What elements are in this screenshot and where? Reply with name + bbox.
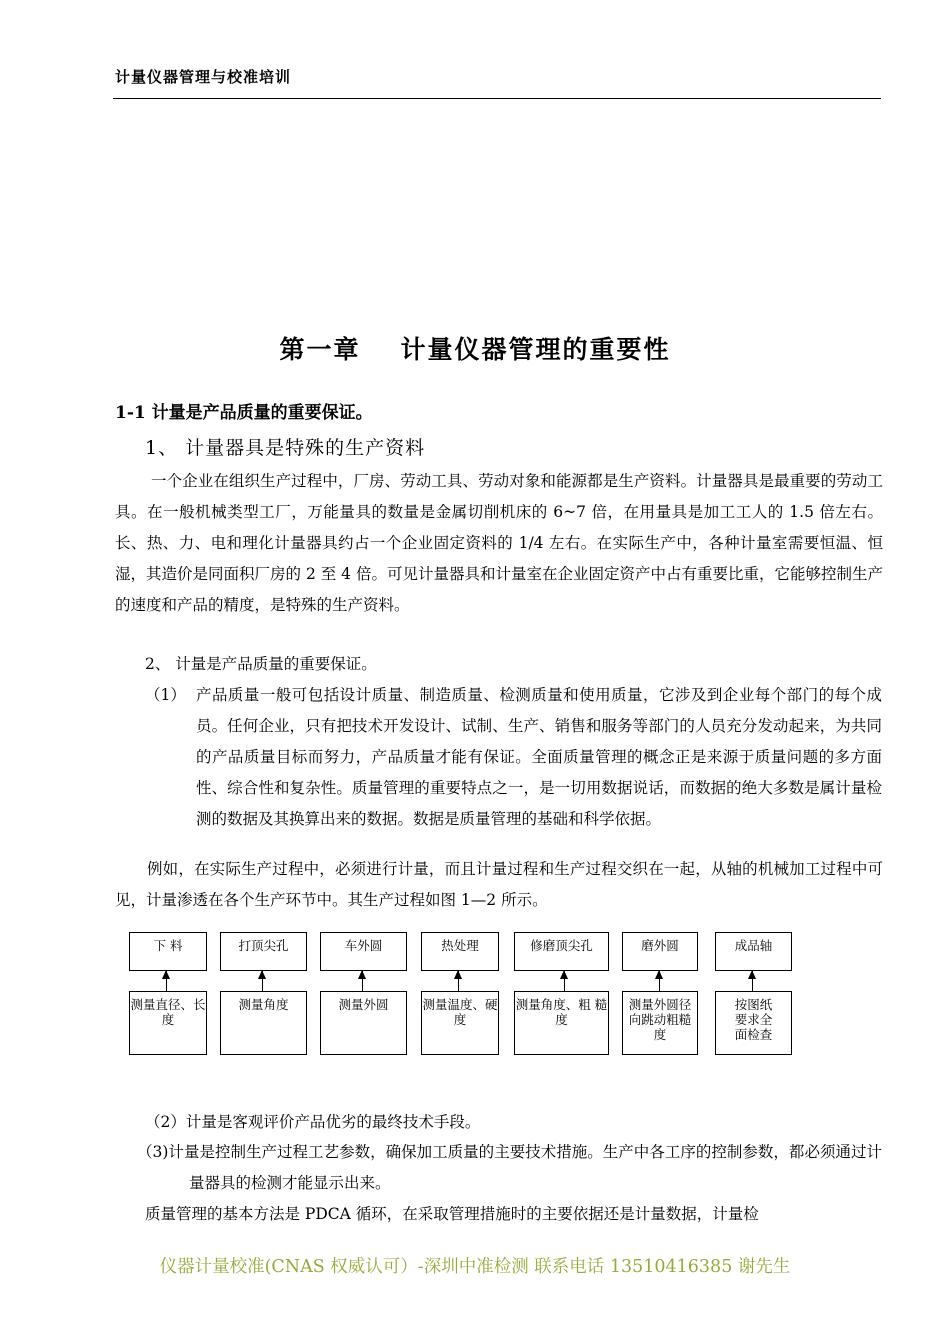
flow-process-box: 打顶尖孔 [220, 932, 307, 971]
flow-measure-box: 按图纸要求全面检查 [715, 991, 792, 1055]
flow-measure-box: 测量温度、硬 度 [421, 991, 499, 1055]
flow-process-box: 成品轴 [715, 932, 792, 971]
production-flowchart [0, 920, 950, 1070]
flow-process-box: 下 料 [129, 932, 207, 971]
list-item-2: （2）计量是客观评价产品优劣的最终技术手段。 [145, 1113, 481, 1131]
paragraph-3: 质量管理的基本方法是 PDCA 循环，在采取管理措施时的主要依据还是计量数据，计量检 [145, 1205, 759, 1223]
list-item-1-text: 产品质量一般可包括设计质量、制造质量、检测质量和使用质量，它涉及到企业每个部门的每个成员。任何企业，只有把技术开发设计、试制、生产、销售和服务等部门的人员充分发动起来，为共同的产品质量目标而努力，产品质量才能有保证。全面质量管理的概念正是来源于质量问题的多方面性、综合性和复杂性。质量管理的重要特点之一，是一切用数据说话，而数据的绝大多数是属计量检测的数据及其换算出来的数据。数据是质量管理的基础和科学依据。 [196, 686, 882, 828]
flow-measure-box: 测量直径、长度 [129, 991, 207, 1055]
paragraph-2: 例如，在实际生产过程中，必须进行计量，而且计量过程和生产过程交织在一起，从轴的机械加工过程中可见，计量渗透在各个生产环节中。其生产过程如图 1—2 所示。 [115, 860, 883, 909]
header-divider [113, 98, 881, 99]
chapter-name: 计量仪器管理的重要性 [400, 335, 671, 364]
flow-measure-box: 测量外圆径向跳动粗糙度 [622, 991, 698, 1055]
chapter-title [0, 330, 950, 366]
flow-arrow [166, 971, 167, 991]
flow-process-box: 修磨顶尖孔 [514, 932, 609, 971]
list-item-3: （3)计量是控制生产过程工艺参数，确保加工质量的主要技术措施。生产中各工序的控制参数，都必须通过计量器具的检测才能显示出来。 [137, 1143, 882, 1192]
flow-arrow [752, 971, 753, 991]
flow-process-box: 磨外圆 [622, 932, 698, 971]
chapter-number: 第一章 [279, 335, 361, 364]
flow-arrow [262, 971, 263, 991]
list-item-1-label: （1） [145, 686, 186, 704]
flow-measure-box: 测量外圆 [320, 991, 407, 1055]
flow-arrow [564, 971, 565, 991]
footer-contact: 仪器计量校准(CNAS 权威认可）-深圳中准检测 联系电话 13510416385 谢先生 [159, 1257, 791, 1277]
flow-arrow [362, 971, 363, 991]
section-title: 1-1 计量是产品质量的重要保证。 [115, 403, 373, 423]
flow-measure-box: 测量角度、粗 糙度 [514, 991, 609, 1055]
paragraph-1: 一个企业在组织生产过程中，厂房、劳动工具、劳动对象和能源都是生产资料。计量器具是最重要的劳动工具。在一般机械类型工厂，万能量具的数量是金属切削机床的 6~7 倍，在用量具是加工工人的 1.5 倍左右。长、热、力、电和理化计量器具约占一个企业固定资料的 1/4 左右。在实际生产中，各种计量室需要恒温、恒湿，其造价是同面积厂房的 2 至 4 倍。可见计量器具和计量室在企业固定资产中占有重要比重，它能够控制生产的速度和产品的精度，是特殊的生产资料。 [115, 472, 883, 614]
flow-arrow [659, 971, 660, 991]
flow-arrow [458, 971, 459, 991]
flow-process-box: 热处理 [421, 932, 499, 971]
flow-process-box: 车外圆 [320, 932, 407, 971]
subheading-1: 1、 计量器具是特殊的生产资料 [145, 437, 426, 459]
flow-measure-box: 测量角度 [220, 991, 307, 1055]
subheading-2: 2、 计量是产品质量的重要保证。 [145, 655, 377, 673]
page-header-title: 计量仪器管理与校准培训 [115, 68, 292, 86]
